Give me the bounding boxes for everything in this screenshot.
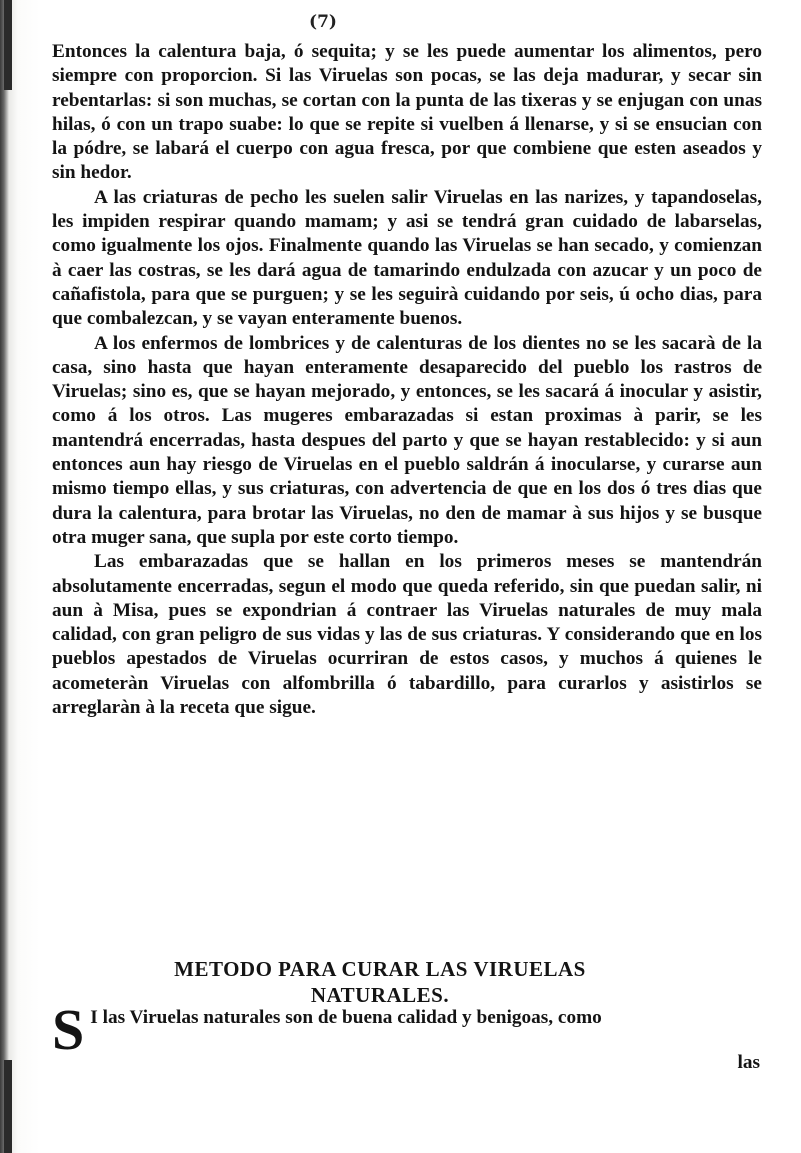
paragraph: A las criaturas de pecho les suelen salir Viruelas en las narizes, y tapandoselas, les impiden respirar quando mamam; y asi se tendrá gran cuidado de labarselas, como igualmente los ojos. Finalmente quando las Viruelas se han secado, y comienzan à caer las costras, se les dará agua de tamarindo endulzada con azucar y un poco de cañafistola, para que se purguen; y se les seguirà cuidando por seis, ú ocho dias, para que combalezcan, y se vayan enteramente buenos. — [52, 186, 762, 330]
page-number: (7) — [309, 12, 337, 32]
section-heading — [100, 956, 660, 1008]
paragraph: Entonces la calentura baja, ó sequita; y se les puede aumentar los alimentos, pero siempre con proporcion. Si las Viruelas son pocas, se las deja madurar, y secar sin rebentarlas: si son muchas, se cortan con la punta de las tixeras y se enjugan con unas hilas, ó con un trapo suabe: lo que se repite si vuelben á llenarse, y si se ensucian con la pódre, se labará el cuerpo con agua fresca, por que combiene que esten aseados y sin hedor. — [52, 41, 762, 184]
binding-edge-shadow-lower — [4, 1060, 12, 1153]
opening-paragraph — [52, 997, 762, 1062]
paragraph: Las embarazadas que se hallan en los primeros meses se mantendrán absolutamente encerradas, segun el modo que queda referido, sin que puedan salir, ni aun à Misa, pues se expondrian á contraer las Viruelas naturales de muy mala calidad, con gran peligro de sus vidas y las de sus criaturas. Y considerando que en los pueblos apestados de Viruelas ocurriran de estos casos, y muchos á quienes le acometeràn Viruelas con alfombrilla ó tabardillo, para curarlos y asistirlos se arreglaràn à la receta que sigue. — [52, 551, 762, 719]
opening-paragraph-text: I las Viruelas naturales son de buena calidad y benigoas, como — [90, 1007, 602, 1028]
binding-edge-shadow — [4, 0, 12, 90]
section-heading-line-1: METODO PARA CURAR LAS VIRUELAS — [174, 957, 586, 981]
body-text — [52, 40, 762, 720]
paragraph: A los enfermos de lombrices y de calenturas de los dientes no se les sacarà de la casa, sino hasta que hayan enteramente desaparecido del pueblo los rastros de Viruelas; sino es, que se hayan mejorado, y entonces, se les sacará á inocular y asistir, como á los otros. Las mugeres embarazadas si estan proximas à parir, se les mantendrá encerradas, hasta despues del parto y que se hayan restablecido: y si aun entonces aun hay riesgo de Viruelas en el pueblo saldrán á inocularse, y curarse aun mismo tiempo ellas, y sus criaturas, con advertencia de que en los dos ó tres dias que dura la calentura, para brotar las Viruelas, no den de mamar à sus hijos y se busque otra muger sana, que supla por este corto tiempo. — [52, 332, 762, 548]
section-heading-line-2: NATURALES. — [310, 983, 450, 1007]
catchword: las — [737, 1052, 760, 1073]
drop-cap: S — [52, 997, 85, 1062]
